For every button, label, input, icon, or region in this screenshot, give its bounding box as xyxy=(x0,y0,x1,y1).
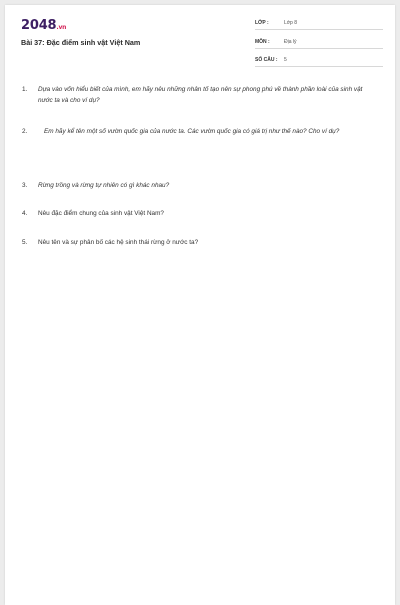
question-item xyxy=(22,238,377,249)
question-text: Dựa vào vốn hiểu biết của mình, em hãy nêu những nhân tố tạo nên sự phong phú về thành phần loài của sinh vật nước ta và cho ví dụ? xyxy=(38,86,363,104)
question-list xyxy=(22,85,377,248)
meta-subject-label: MÔN : xyxy=(255,38,270,45)
worksheet-page xyxy=(5,5,395,605)
question-number: 5. xyxy=(22,238,28,246)
meta-info xyxy=(255,19,383,75)
meta-class-label: LỚP : xyxy=(255,20,269,26)
question-text: Rừng trồng và rừng tự nhiên có gì khác nhau? xyxy=(38,181,170,189)
meta-subject-value: Địa lý xyxy=(284,38,297,45)
meta-count-value: 5 xyxy=(284,57,287,63)
question-text: Nêu tên và sự phân bố các hệ sinh thái rừng ở nước ta? xyxy=(38,238,199,246)
meta-class-row xyxy=(255,19,383,30)
question-number: 3. xyxy=(22,181,28,189)
meta-class-value: Lớp 8 xyxy=(284,20,298,26)
question-item xyxy=(22,181,377,192)
logo-tld: .vn xyxy=(56,24,67,31)
meta-count-label: SỐ CÂU : xyxy=(255,57,278,63)
site-logo[interactable] xyxy=(21,18,66,33)
question-number: 1. xyxy=(22,86,28,93)
question-text: Em hãy kể tên một số vườn quốc gia của nước ta. Các vườn quốc gia có giá trị như thế nào? Cho ví dụ? xyxy=(44,128,340,135)
question-number: 4. xyxy=(22,210,28,217)
question-text: Nêu đặc điểm chung của sinh vật Việt Nam? xyxy=(38,210,164,217)
lesson-title: Bài 37: Đặc điểm sinh vật Việt Nam xyxy=(21,38,141,47)
question-item xyxy=(22,209,377,220)
question-item xyxy=(22,85,377,106)
logo-number: 2048 xyxy=(21,18,57,33)
question-number: 2. xyxy=(22,128,28,135)
meta-subject-row xyxy=(255,38,383,49)
question-item xyxy=(22,127,377,138)
meta-count-row xyxy=(255,56,383,67)
